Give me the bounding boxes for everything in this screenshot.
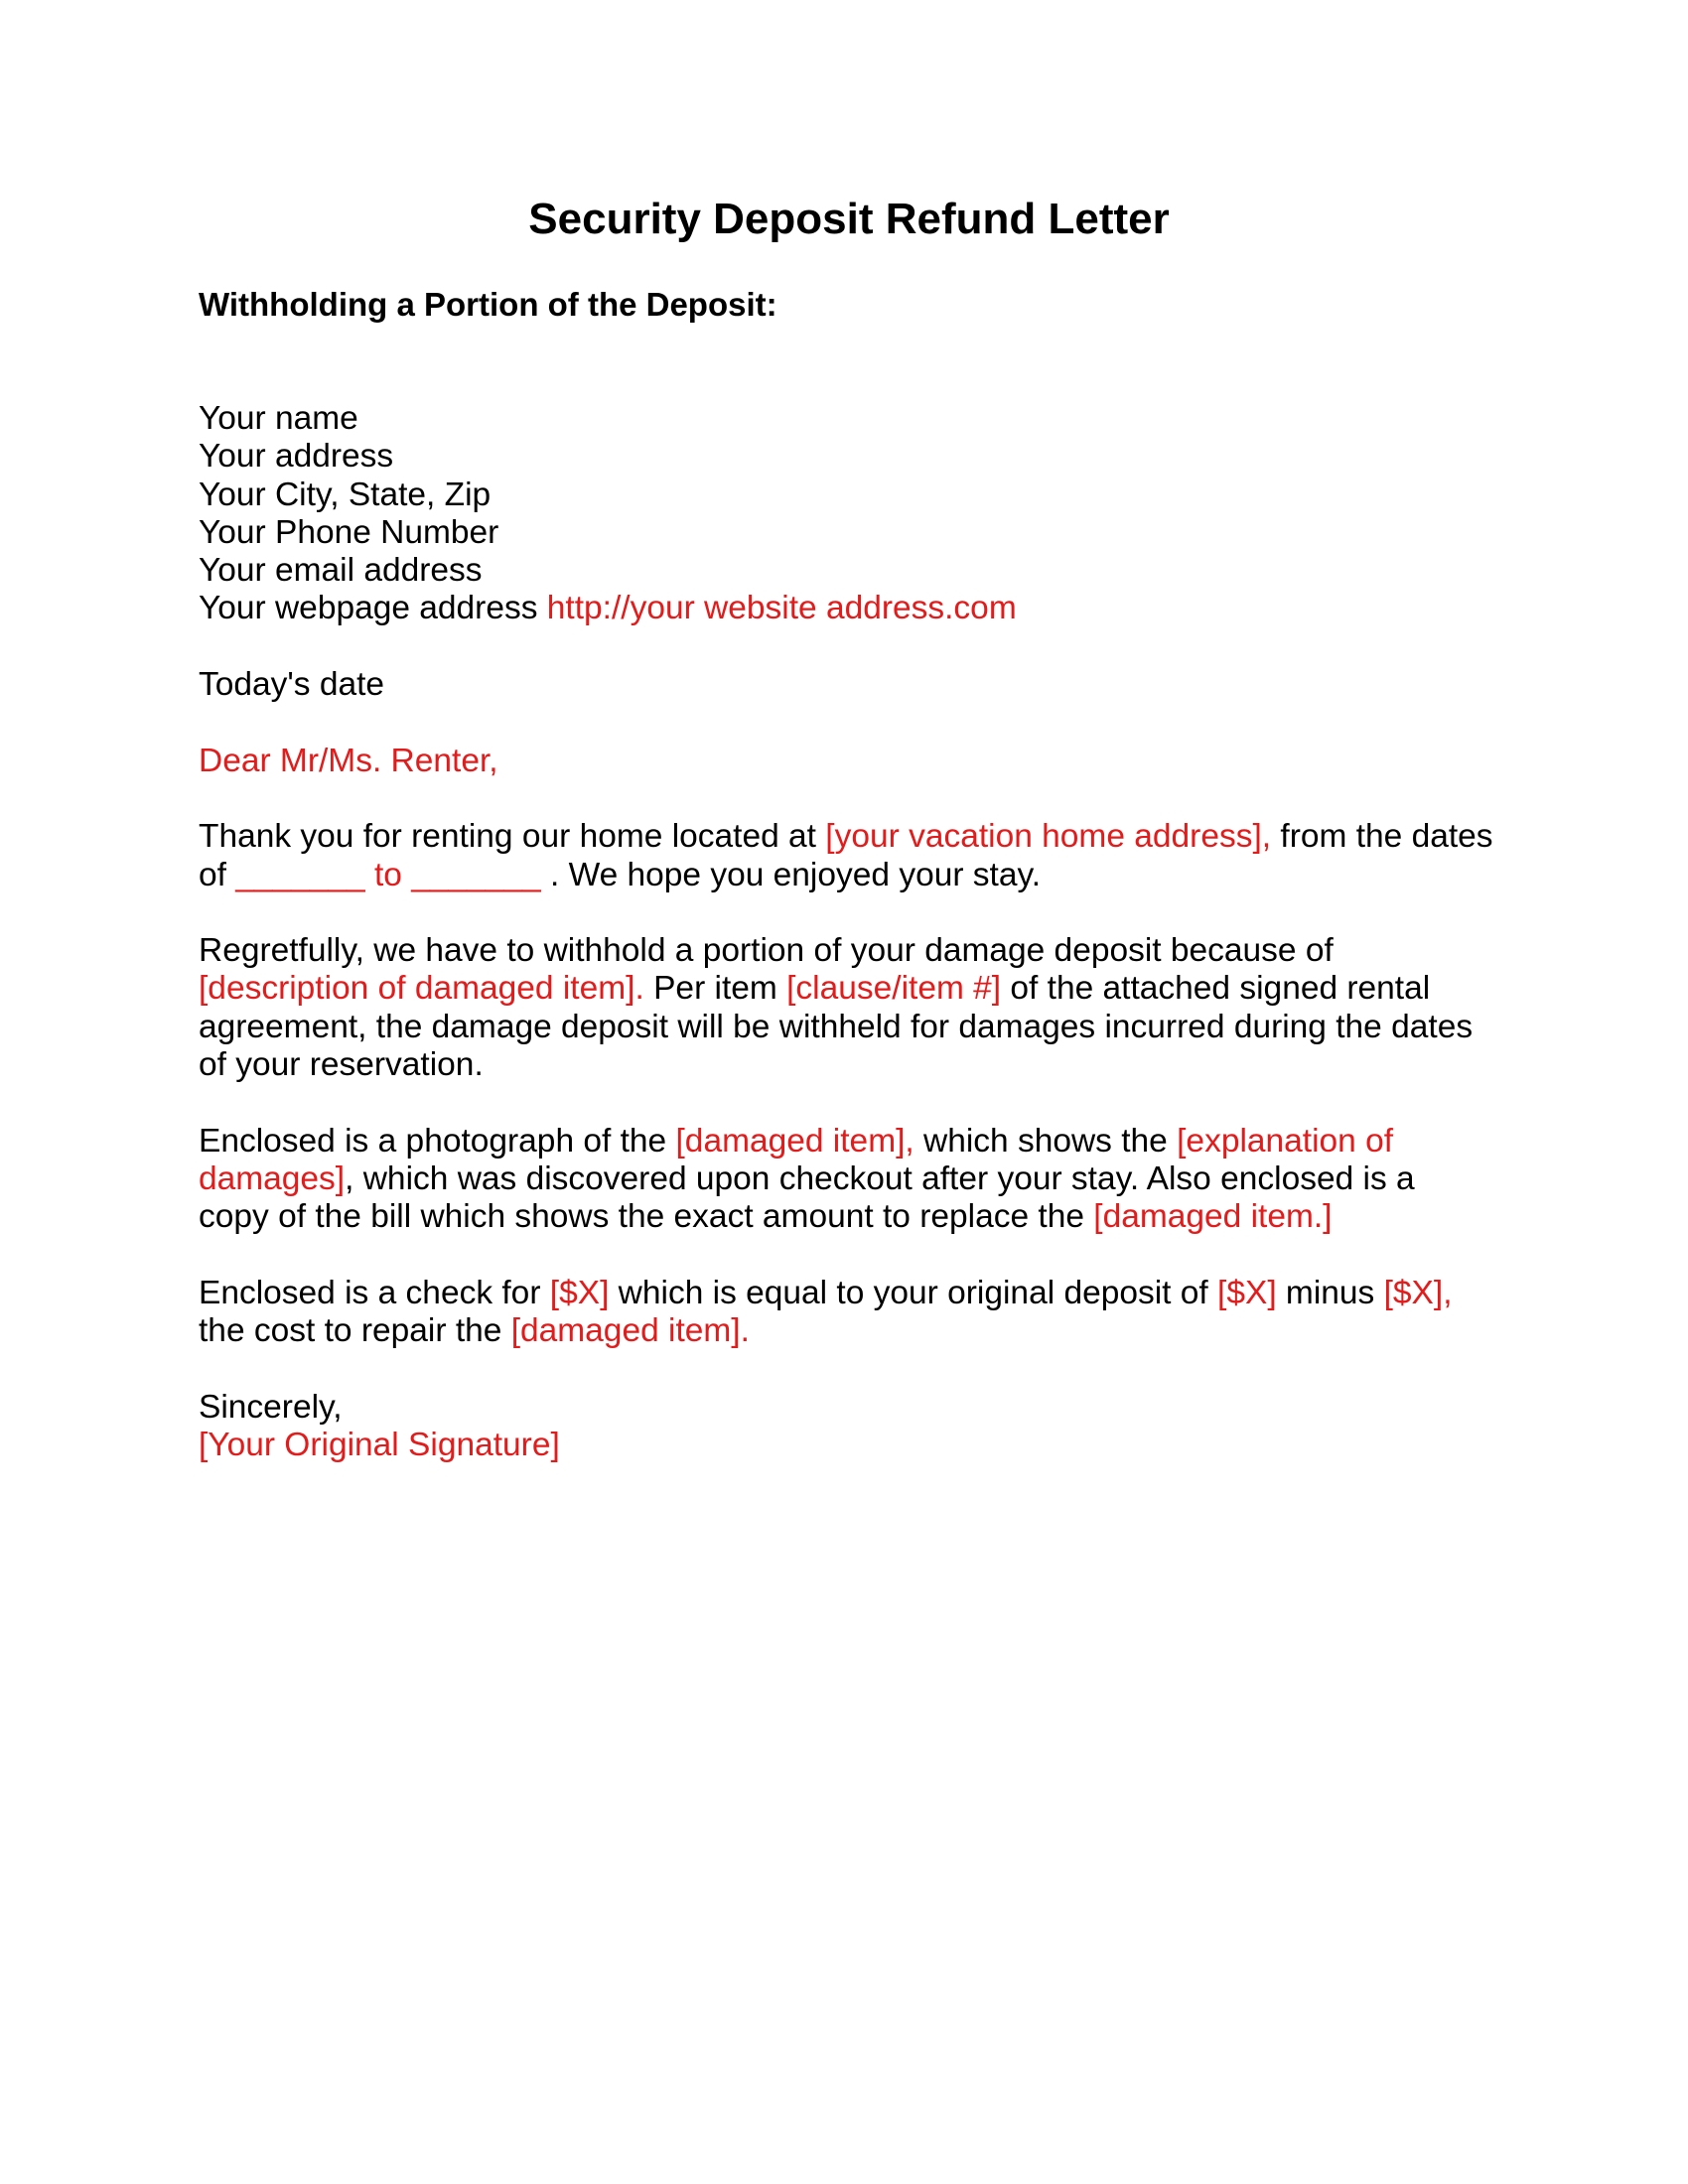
text-segment: from the dates bbox=[1271, 818, 1493, 856]
paragraph-enclosed-photo bbox=[199, 1123, 1499, 1237]
paragraph-line bbox=[199, 1123, 1499, 1160]
placeholder-explanation-of-damages: [explanation of bbox=[1177, 1122, 1394, 1160]
paragraph-line bbox=[199, 1275, 1499, 1312]
sender-address: Your address bbox=[199, 438, 394, 476]
paragraph-line bbox=[199, 1160, 1499, 1198]
paragraph-line: of your reservation. bbox=[199, 1046, 484, 1084]
paragraph-line bbox=[199, 818, 1499, 856]
paragraph-line bbox=[199, 857, 1499, 894]
text-segment: the cost to repair the bbox=[199, 1312, 511, 1350]
text-segment: of bbox=[199, 856, 236, 893]
paragraph-line: Regretfully, we have to withhold a portion of your damage deposit because of bbox=[199, 932, 1334, 970]
sender-webpage-label: Your webpage address bbox=[199, 590, 547, 627]
salutation: Dear Mr/Ms. Renter, bbox=[199, 742, 498, 779]
placeholder-damaged-item-description: [description of damaged item]. bbox=[199, 970, 644, 1008]
letter-subtitle: Withholding a Portion of the Deposit: bbox=[199, 286, 777, 323]
placeholder-damaged-item: [damaged item], bbox=[675, 1122, 914, 1160]
placeholder-date-range: _______ to _______ bbox=[235, 856, 541, 893]
signature-placeholder: [Your Original Signature] bbox=[199, 1427, 560, 1464]
letter-date bbox=[199, 666, 1499, 704]
text-segment: . We hope you enjoyed your stay. bbox=[540, 856, 1042, 893]
paragraph-line bbox=[199, 1198, 1499, 1236]
placeholder-clause-item: [clause/item #] bbox=[786, 970, 1002, 1008]
placeholder-amount: [$X] bbox=[1217, 1274, 1277, 1311]
sender-email: Your email address bbox=[199, 552, 483, 590]
text-segment: Per item bbox=[643, 970, 787, 1008]
letter-body bbox=[199, 400, 1499, 1503]
paragraph-check bbox=[199, 1275, 1499, 1351]
text-segment: copy of the bill which shows the exact amount to replace the bbox=[199, 1198, 1094, 1236]
sender-phone: Your Phone Number bbox=[199, 513, 499, 551]
sender-city-state-zip: Your City, State, Zip bbox=[199, 476, 492, 513]
text-segment: Enclosed is a photograph of the bbox=[199, 1122, 676, 1160]
salutation-block bbox=[199, 743, 1499, 780]
text-segment: which shows the bbox=[914, 1122, 1178, 1160]
paragraph-line bbox=[199, 1312, 1499, 1350]
placeholder-explanation-of-damages: damages] bbox=[199, 1160, 346, 1197]
closing: Sincerely, bbox=[199, 1388, 343, 1426]
text-segment: Thank you for renting our home located at bbox=[199, 818, 826, 856]
text-segment: which is equal to your original deposit of bbox=[609, 1274, 1218, 1311]
placeholder-amount: [$X] bbox=[549, 1274, 610, 1311]
sender-webpage-url[interactable]: http://your website address.com bbox=[546, 590, 1017, 627]
sender-block bbox=[199, 400, 1499, 628]
text-segment: Enclosed is a check for bbox=[199, 1274, 550, 1311]
sender-name: Your name bbox=[199, 400, 358, 437]
placeholder-damaged-item: [damaged item]. bbox=[510, 1312, 750, 1350]
paragraph-thank-you bbox=[199, 818, 1499, 894]
placeholder-damaged-item: [damaged item.] bbox=[1093, 1198, 1333, 1236]
text-segment: of the attached signed rental bbox=[1001, 970, 1431, 1008]
closing-block bbox=[199, 1389, 1499, 1465]
placeholder-amount: [$X], bbox=[1383, 1274, 1453, 1311]
text-segment: , which was discovered upon checkout after your stay. Also enclosed is a bbox=[345, 1160, 1415, 1197]
paragraph-line bbox=[199, 970, 1499, 1008]
placeholder-vacation-address: [your vacation home address], bbox=[825, 818, 1272, 856]
paragraph-line: agreement, the damage deposit will be withheld for damages incurred during the dates bbox=[199, 1008, 1474, 1045]
text-segment: minus bbox=[1276, 1274, 1384, 1311]
page-title: Security Deposit Refund Letter bbox=[528, 195, 1170, 243]
date-text: Today's date bbox=[199, 666, 385, 704]
paragraph-withhold bbox=[199, 932, 1499, 1084]
sender-webpage-line bbox=[199, 590, 1499, 627]
